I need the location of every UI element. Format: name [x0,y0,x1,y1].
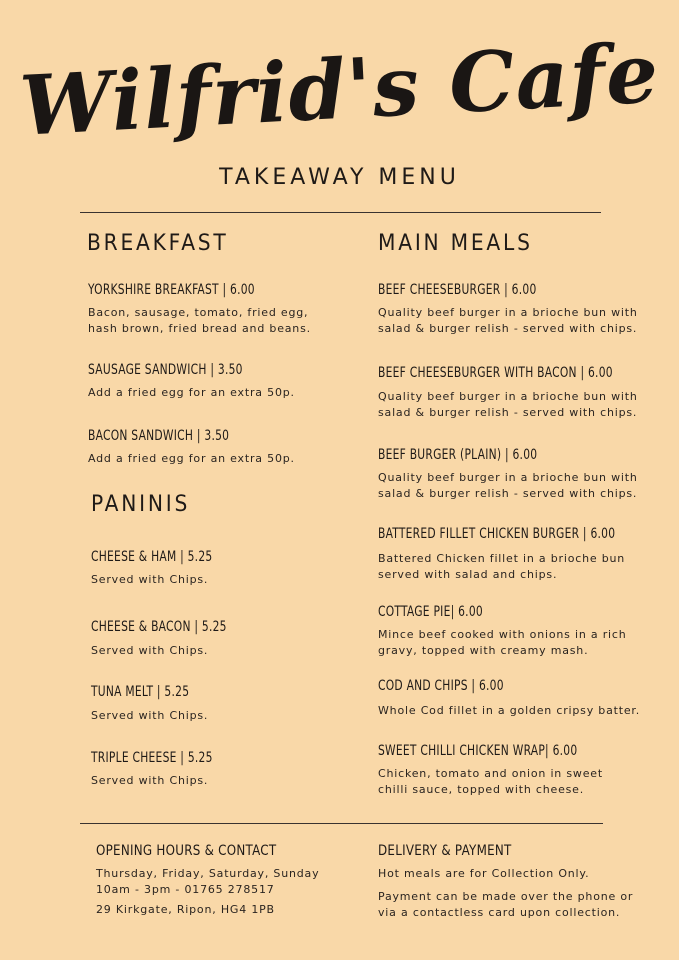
menu-item-desc: salad & burger relish - served with chips. [378,322,638,335]
menu-item-desc: Quality beef burger in a brioche bun with [378,471,638,484]
menu-item-desc: Quality beef burger in a brioche bun with [378,390,638,403]
menu-item-desc: Chicken, tomato and onion in sweet [378,767,603,780]
opening-times-phone: 10am - 3pm - 01765 278517 [96,883,275,896]
delivery-payment-title: DELIVERY & PAYMENT [378,843,512,859]
opening-hours-title: OPENING HOURS & CONTACT [96,843,277,859]
bottom-divider [80,823,603,824]
breakfast-heading: BREAKFAST [87,231,229,256]
menu-item-title: YORKSHIRE BREAKFAST | 6.00 [88,282,255,298]
menu-item-desc: Mince beef cooked with onions in a rich [378,628,627,641]
menu-item-desc: Add a fried egg for an extra 50p. [88,386,295,399]
menu-item-desc: salad & burger relish - served with chips. [378,406,638,419]
menu-item-title: BEEF CHEESEBURGER WITH BACON | 6.00 [378,365,613,381]
menu-item-title: SAUSAGE SANDWICH | 3.50 [88,362,243,378]
menu-item-desc: Add a fried egg for an extra 50p. [88,452,295,465]
cafe-title: Wilfrid's Cafe [17,25,662,155]
menu-item-desc: Served with Chips. [91,709,209,722]
paninis-heading: PANINIS [91,492,191,517]
menu-item-title: TUNA MELT | 5.25 [91,684,190,700]
payment-note: Payment can be made over the phone or [378,890,634,903]
menu-item-desc: Bacon, sausage, tomato, fried egg, [88,306,309,319]
menu-item-desc: chilli sauce, topped with cheese. [378,783,585,796]
address: 29 Kirkgate, Ripon, HG4 1PB [96,903,275,916]
menu-item-desc: Quality beef burger in a brioche bun with [378,306,638,319]
menu-item-desc: salad & burger relish - served with chips. [378,487,638,500]
menu-item-title: SWEET CHILLI CHICKEN WRAP| 6.00 [378,743,578,759]
menu-item-desc: gravy, topped with creamy mash. [378,644,589,657]
menu-item-desc: Served with Chips. [91,644,209,657]
menu-item-title: COTTAGE PIE| 6.00 [378,604,483,620]
menu-subtitle: TAKEAWAY MENU [219,165,460,190]
top-divider [80,212,601,213]
opening-days: Thursday, Friday, Saturday, Sunday [96,867,320,880]
menu-item-title: BEEF BURGER (PLAIN) | 6.00 [378,447,538,463]
menu-item-title: TRIPLE CHEESE | 5.25 [91,750,213,766]
menu-item-title: CHEESE & HAM | 5.25 [91,549,213,565]
menu-item-desc: hash brown, fried bread and beans. [88,322,311,335]
menu-item-title: CHEESE & BACON | 5.25 [91,619,227,635]
menu-item-desc: Battered Chicken fillet in a brioche bun [378,552,626,565]
menu-item-desc: Served with Chips. [91,573,209,586]
menu-item-title: BEEF CHEESEBURGER | 6.00 [378,282,537,298]
menu-item-desc: served with salad and chips. [378,568,558,581]
menu-item-title: BACON SANDWICH | 3.50 [88,428,230,444]
menu-item-desc: Served with Chips. [91,774,209,787]
menu-item-desc: Whole Cod fillet in a golden cripsy batter. [378,704,641,717]
payment-note: via a contactless card upon collection. [378,906,621,919]
menu-item-title: BATTERED FILLET CHICKEN BURGER | 6.00 [378,526,616,542]
main-meals-heading: MAIN MEALS [378,231,533,256]
collection-note: Hot meals are for Collection Only. [378,867,590,880]
menu-item-title: COD AND CHIPS | 6.00 [378,678,504,694]
